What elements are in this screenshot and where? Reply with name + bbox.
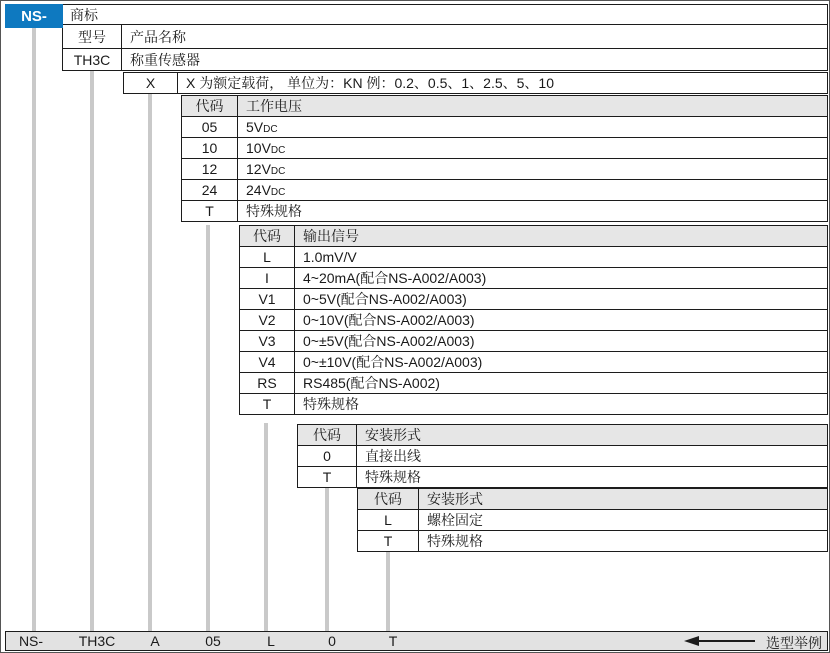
model-name-cell: 称重传感器 [122, 49, 828, 71]
connector-line-mounting1 [325, 488, 329, 631]
output-row [240, 394, 828, 415]
code-cell: T [358, 531, 419, 552]
name-col-header: 产品名称 [122, 25, 828, 49]
model-table [62, 24, 828, 71]
value-cell [238, 201, 828, 222]
value-cell: 0~5V(配合NS-A002/A003) [295, 289, 828, 310]
example-code-output: L [267, 633, 275, 649]
model-col-header: 型号 [63, 25, 122, 49]
voltage-value: 12V [246, 161, 271, 177]
code-cell: L [358, 510, 419, 531]
example-code-brand: NS- [18, 633, 44, 649]
value-cell: 4~20mA(配合NS-A002/A003) [295, 268, 828, 289]
connector-line-model [90, 71, 94, 631]
voltage-value: 5V [246, 119, 264, 135]
value-cell [238, 117, 828, 138]
code-header: 代码 [240, 226, 295, 247]
mounting1-header-row [298, 425, 828, 446]
code-cell: T [240, 394, 295, 415]
example-code-load: A [150, 633, 160, 649]
mounting-table-2 [357, 488, 828, 552]
example-code-voltage: 05 [205, 633, 221, 649]
example-code-mounting1: 0 [328, 633, 336, 649]
mounting-table-1 [297, 424, 828, 488]
voltage-value: 10V [246, 140, 271, 156]
value-cell: 特殊规格 [357, 467, 828, 488]
mounting2-header-row [358, 489, 828, 510]
model-row [63, 49, 828, 71]
code-cell: 24 [182, 180, 238, 201]
voltage-sub: DC [270, 187, 286, 198]
code-header: 代码 [298, 425, 357, 446]
voltage-header-row [182, 96, 828, 117]
output-table [239, 225, 828, 415]
code-cell: V1 [240, 289, 295, 310]
output-row [240, 331, 828, 352]
value-cell [238, 159, 828, 180]
mounting1-row [298, 446, 828, 467]
value-cell: RS485(配合NS-A002) [295, 373, 828, 394]
voltage-value: 24V [246, 182, 271, 198]
voltage-row [182, 180, 828, 201]
example-code-mounting2: T [388, 633, 398, 649]
voltage-row [182, 117, 828, 138]
model-code-cell: TH3C [63, 49, 122, 71]
value-cell: 0~±5V(配合NS-A002/A003) [295, 331, 828, 352]
value-cell: 1.0mV/V [295, 247, 828, 268]
load-code-cell: X [124, 73, 178, 94]
example-code-model: TH3C [78, 633, 116, 649]
value-cell [238, 180, 828, 201]
output-row [240, 310, 828, 331]
connector-line-voltage [206, 225, 210, 631]
code-cell: V4 [240, 352, 295, 373]
connector-line-output [264, 423, 268, 631]
code-cell: 12 [182, 159, 238, 180]
value-cell: 0~±10V(配合NS-A002/A003) [295, 352, 828, 373]
value-cell: 特殊规格 [295, 394, 828, 415]
connector-line-mounting2 [386, 552, 390, 631]
mounting2-row [358, 510, 828, 531]
code-cell: 0 [298, 446, 357, 467]
load-desc-cell: X 为额定载荷， 单位为：KN 例：0.2、0.5、1、2.5、5、10 [178, 73, 828, 94]
code-cell: T [298, 467, 357, 488]
code-cell: I [240, 268, 295, 289]
code-cell: L [240, 247, 295, 268]
connector-line-brand [32, 27, 36, 631]
voltage-table [181, 95, 828, 222]
output-row [240, 247, 828, 268]
value-cell [238, 138, 828, 159]
voltage-header: 工作电压 [238, 96, 828, 117]
output-row [240, 373, 828, 394]
voltage-value: 特殊规格 [246, 203, 302, 219]
value-cell: 特殊规格 [419, 531, 828, 552]
value-cell: 螺栓固定 [419, 510, 828, 531]
value-cell: 0~10V(配合NS-A002/A003) [295, 310, 828, 331]
load-row-table [123, 72, 828, 94]
code-cell: 05 [182, 117, 238, 138]
mounting2-row [358, 531, 828, 552]
code-cell: T [182, 201, 238, 222]
value-cell: 直接出线 [357, 446, 828, 467]
code-cell: RS [240, 373, 295, 394]
model-header-row [63, 25, 828, 49]
example-label: 选型举例 [766, 635, 822, 651]
output-row [240, 268, 828, 289]
code-header: 代码 [182, 96, 238, 117]
voltage-row [182, 159, 828, 180]
voltage-sub: DC [263, 124, 278, 135]
output-row [240, 289, 828, 310]
code-cell: V2 [240, 310, 295, 331]
code-cell: V3 [240, 331, 295, 352]
brand-code-box: NS- [5, 4, 63, 28]
mounting1-header: 安装形式 [357, 425, 828, 446]
load-row [124, 73, 828, 94]
output-header-row [240, 226, 828, 247]
example-bar [5, 631, 828, 651]
arrow-line [697, 640, 755, 642]
voltage-row [182, 201, 828, 222]
brand-label-cell: 商标 [62, 4, 828, 25]
code-cell: 10 [182, 138, 238, 159]
voltage-sub: DC [270, 166, 286, 177]
voltage-row [182, 138, 828, 159]
connector-line-load [148, 93, 152, 631]
code-header: 代码 [358, 489, 419, 510]
output-header: 输出信号 [295, 226, 828, 247]
mounting2-header: 安装形式 [419, 489, 828, 510]
voltage-sub: DC [270, 145, 286, 156]
output-row [240, 352, 828, 373]
mounting1-row [298, 467, 828, 488]
